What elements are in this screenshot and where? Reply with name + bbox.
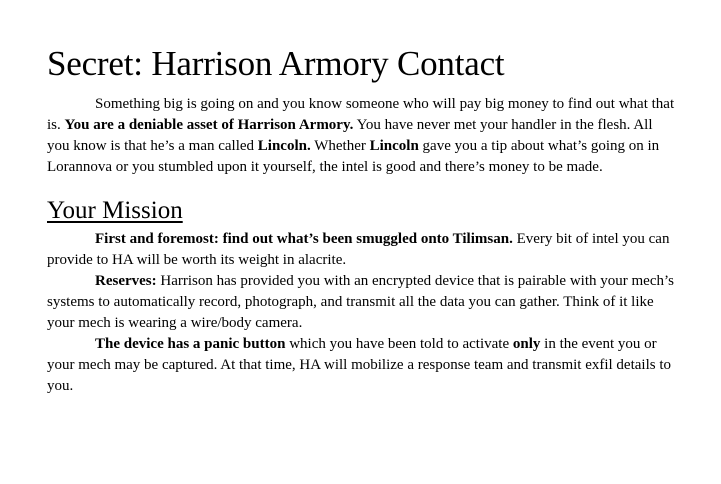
mission-heading: Your Mission [47,197,183,224]
mission-paragraph-reserves [47,271,677,334]
mission-panic-bold-only: only [512,336,541,352]
mission-reserves-text: Harrison has provided you with an encrypted device that is pairable with your mech’s systems to automatically record, photograph, and transmit all the data you can gather. Think of it like your mech is wearing a wire/body camera. [47,273,674,331]
intro-bold-lincoln: Lincoln. [257,138,311,154]
intro-bold-lincoln-2: Lincoln [369,138,419,154]
spacer [47,178,677,197]
mission-panic-text-2: in the event you or your mech may be captured. At that time, HA will mobilize a response team and transmit exfil details to you. [47,336,672,394]
intro-text-7: gave you a tip about what’s going on in Lorannova or you stumbled upon it yourself, the intel is good and there’s money to be made. [47,138,660,175]
document-page [47,44,677,397]
mission-primary-bold: First and foremost: find out what’s been smuggled onto Tilimsan. [95,231,513,247]
document-title: Secret: Harrison Armory Contact [47,44,505,83]
intro-text-5: Whether [310,138,370,154]
mission-primary-text: Every bit of intel you can provide to HA will be worth its weight in alacrite. [47,231,670,268]
mission-reserves-bold: Reserves: [95,273,157,289]
intro-bold-asset: You are a deniable asset of Harrison Armory. [64,117,354,133]
mission-paragraph-panic [47,334,677,397]
mission-panic-text-1: which you have been told to activate [285,336,513,352]
intro-text-3: You have never met your handler in the flesh. All you know is that he’s a man called [47,117,653,154]
mission-panic-bold: The device has a panic button [95,336,286,352]
intro-text-1: Something big is going on and you know someone who will pay big money to find out what that is. [47,96,675,133]
mission-paragraph-primary [47,229,677,271]
intro-paragraph [47,94,677,178]
